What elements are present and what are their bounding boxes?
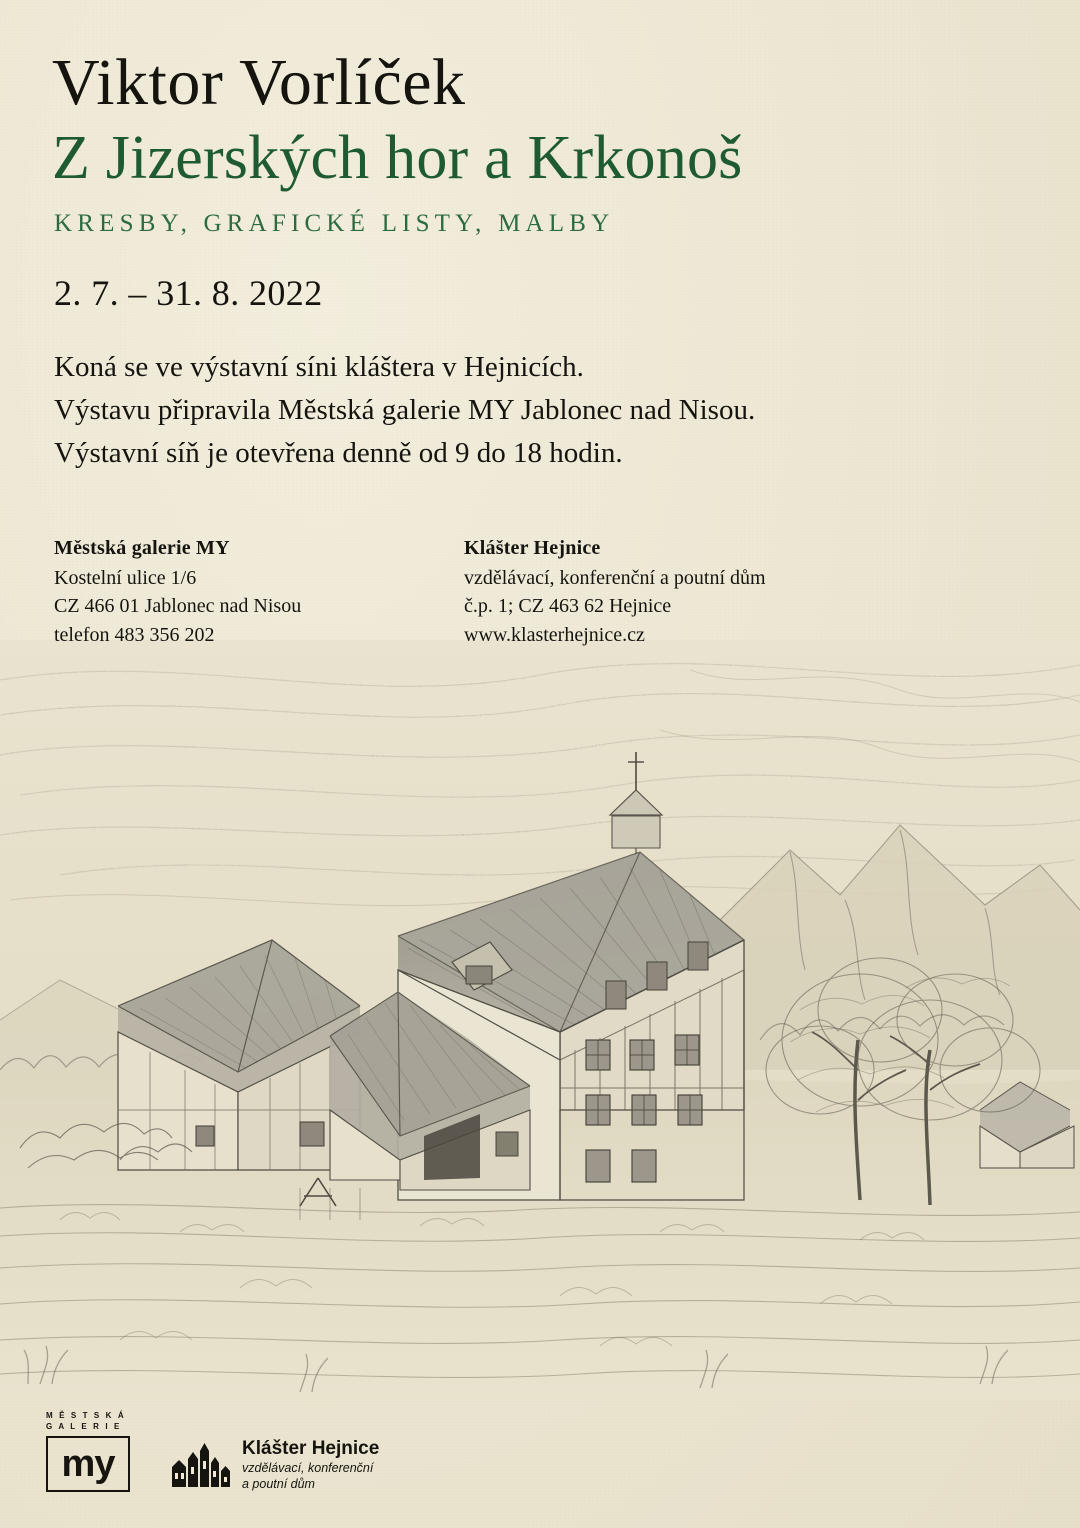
artist-name: Viktor Vorlíček (52, 46, 466, 119)
contact-monastery (464, 537, 984, 649)
gallery-logo-mark: my (46, 1436, 130, 1492)
contact-monastery-line-2: č.p. 1; CZ 463 62 Hejnice (464, 595, 672, 618)
gallery-logo-line-1: M Ě S T S K Á (46, 1411, 126, 1420)
contact-gallery-title: Městská galerie MY (54, 537, 230, 559)
exhibition-info (54, 346, 1042, 475)
info-line-1: Koná se ve výstavní síni kláštera v Hejnicích. (54, 351, 584, 384)
monastery-logo-name: Klášter Hejnice (242, 1438, 380, 1460)
contact-gallery-line-1: Kostelní ulice 1/6 (54, 567, 197, 589)
contact-monastery-line-1: vzdělávací, konferenční a poutní dům (464, 567, 766, 589)
exhibition-title: Z Jizerských hor a Krkonoš (52, 123, 743, 192)
monastery-logo (170, 1438, 379, 1492)
contacts-section (54, 537, 1034, 649)
logo-row (46, 1410, 379, 1492)
monastery-logo-text (242, 1438, 379, 1492)
contact-gallery-line-3: telefon 483 356 202 (54, 623, 215, 646)
poster-header (52, 48, 1042, 475)
info-line-3: Výstavní síň je otevřena denně od 9 do 18 hodin. (54, 436, 623, 469)
contact-monastery-title: Klášter Hejnice (464, 537, 601, 559)
exhibition-subtitle: KRESBY, GRAFICKÉ LISTY, MALBY (54, 210, 615, 238)
monastery-logo-sub-1: vzdělávací, konferenční (242, 1461, 374, 1475)
gallery-logo-line-2: G A L E R I E (46, 1422, 122, 1431)
contact-gallery (54, 537, 464, 649)
artwork-drawing (0, 640, 1080, 1400)
contact-gallery-line-2: CZ 466 01 Jablonec nad Nisou (54, 595, 302, 618)
exhibition-dates: 2. 7. – 31. 8. 2022 (54, 273, 323, 314)
info-line-2: Výstavu připravila Městská galerie MY Jablonec nad Nisou. (54, 394, 756, 427)
gallery-logo (46, 1410, 130, 1492)
monastery-icon (170, 1441, 232, 1489)
monastery-logo-sub-2: a poutní dům (242, 1477, 315, 1491)
contact-monastery-website[interactable]: www.klasterhejnice.cz (464, 623, 645, 646)
